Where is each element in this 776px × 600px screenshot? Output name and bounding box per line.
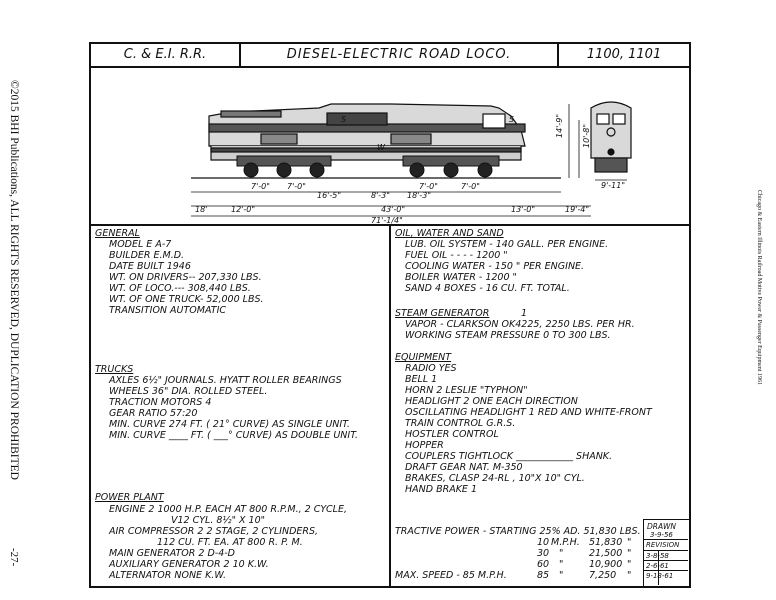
tractive-ditto: " bbox=[627, 559, 632, 570]
equipment-line: HOPPER bbox=[405, 440, 444, 451]
general-line: WT. OF LOCO.--- 308,440 LBS. bbox=[109, 283, 251, 294]
tractive-unit: M.P.H. bbox=[551, 537, 580, 548]
equipment-line: BELL 1 bbox=[405, 374, 438, 385]
tractive-speed: 30 bbox=[537, 548, 550, 559]
equipment-line: TRAIN CONTROL G.R.S. bbox=[405, 418, 516, 429]
revision-label: REVISION bbox=[646, 541, 680, 549]
tractive-speed: 60 bbox=[537, 559, 550, 570]
tractive-lbs: 10,900 bbox=[589, 559, 623, 570]
power-line: ALTERNATOR NONE K.W. bbox=[109, 570, 226, 581]
trucks-line: MIN. CURVE 274 FT. ( 21° CURVE) AS SINGLE UNIT. bbox=[109, 419, 350, 430]
oil-water-heading: OIL, WATER AND SAND bbox=[395, 228, 504, 239]
caption-text: Chicago & Eastern Illinois Railroad Motive Power & Passenger Equipment 1961 bbox=[756, 190, 762, 385]
dim-d13: 71'-1/4" bbox=[371, 216, 403, 224]
steam-count: 1 bbox=[521, 308, 528, 319]
power-line: AUXILIARY GENERATOR 2 10 K.W. bbox=[109, 559, 269, 570]
general-line: TRANSITION AUTOMATIC bbox=[109, 305, 227, 316]
label-s1: S bbox=[341, 115, 347, 124]
trucks-line: TRACTION MOTORS 4 bbox=[109, 397, 212, 408]
end-view bbox=[591, 102, 631, 172]
general-line: BUILDER E.M.D. bbox=[109, 250, 185, 261]
equipment-line: DRAFT GEAR NAT. M-350 bbox=[405, 462, 523, 473]
drawn-label: DRAWN bbox=[647, 522, 677, 531]
dim-d3: 16'-5" bbox=[317, 191, 342, 200]
diagram-title: DIESEL-ELECTRIC ROAD LOCO. bbox=[241, 44, 559, 66]
copyright-notice bbox=[6, 80, 20, 580]
revision-date: 2-6-61 bbox=[646, 562, 669, 570]
general-line: WT. ON DRIVERS-- 207,330 LBS. bbox=[109, 272, 262, 283]
oil-line: FUEL OIL - - - - 1200 " bbox=[405, 250, 508, 261]
power-line: 112 CU. FT. EA. AT 800 R. P. M. bbox=[157, 537, 303, 548]
equipment-line: HORN 2 LESLIE "TYPHON" bbox=[405, 385, 528, 396]
dim-h1: 14'-9" bbox=[555, 113, 564, 138]
power-plant-heading: POWER PLANT bbox=[95, 492, 164, 503]
tractive-lbs: 7,250 bbox=[589, 570, 617, 581]
equipment-line: RADIO YES bbox=[405, 363, 457, 374]
power-line: AIR COMPRESSOR 2 2 STAGE, 2 CYLINDERS, bbox=[109, 526, 319, 537]
revision-box bbox=[643, 519, 690, 587]
dim-d4: 8'-3" bbox=[371, 191, 390, 200]
locomotive-svg bbox=[91, 68, 689, 224]
equipment-line: COUPLERS TIGHTLOCK ____________ SHANK. bbox=[405, 451, 613, 462]
dim-d1: 7'-0" bbox=[251, 182, 270, 191]
tractive-speed: 10 bbox=[537, 537, 550, 548]
power-line: MAIN GENERATOR 2 D-4-D bbox=[109, 548, 236, 559]
steam-heading: STEAM GENERATOR bbox=[395, 308, 490, 319]
dim-d5: 18'-3" bbox=[407, 191, 432, 200]
steam-line: WORKING STEAM PRESSURE 0 TO 300 LBS. bbox=[405, 330, 611, 341]
revision-date: 3-8-58 bbox=[646, 552, 669, 560]
trucks-line: MIN. CURVE ____ FT. ( ___° CURVE) AS DOUBLE UNIT. bbox=[109, 430, 358, 441]
equipment-line: BRAKES, CLASP 24-RL , 10"X 10" CYL. bbox=[405, 473, 585, 484]
dim-d2: 7'-0" bbox=[287, 182, 306, 191]
tractive-unit: " bbox=[559, 570, 564, 581]
caption bbox=[752, 190, 764, 570]
trucks-line: AXLES 6½" JOURNALS. HYATT ROLLER BEARINGS bbox=[109, 375, 342, 386]
left-spec-column bbox=[91, 226, 391, 586]
dim-d10: 12'-0" bbox=[231, 205, 256, 214]
label-s2: S bbox=[509, 115, 515, 124]
tractive-unit: " bbox=[559, 548, 564, 559]
general-line: MODEL E A-7 bbox=[109, 239, 172, 250]
general-line: DATE BUILT 1946 bbox=[109, 261, 191, 272]
dim-h2: 10'-8" bbox=[582, 123, 591, 148]
power-line: ENGINE 2 1000 H.P. EACH AT 800 R.P.M., 2 CYCLE, bbox=[109, 504, 347, 515]
title-block bbox=[91, 44, 689, 68]
tractive-lbs: 21,500 bbox=[589, 548, 623, 559]
oil-line: LUB. OIL SYSTEM - 140 GALL. PER ENGINE. bbox=[405, 239, 609, 250]
equipment-line: OSCILLATING HEADLIGHT 1 RED AND WHITE-FRONT bbox=[405, 407, 652, 418]
tractive-lbs: 51,830 bbox=[589, 537, 623, 548]
revision-date: 9-18-61 bbox=[646, 572, 674, 580]
oil-line: BOILER WATER - 1200 " bbox=[405, 272, 517, 283]
dim-d11: 19'-4" bbox=[565, 205, 590, 214]
general-heading: GENERAL bbox=[95, 228, 140, 239]
dim-d12: 18' bbox=[195, 205, 208, 214]
trucks-heading: TRUCKS bbox=[95, 364, 134, 375]
dim-d6: 7'-0" bbox=[419, 182, 438, 191]
dim-d8: 43'-0" bbox=[381, 205, 406, 214]
locomotive-numbers: 1100, 1101 bbox=[586, 47, 662, 62]
label-w: W bbox=[377, 143, 385, 152]
oil-line: SAND 4 BOXES - 16 CU. FT. TOTAL. bbox=[405, 283, 570, 294]
dim-w1: 9'-11" bbox=[601, 181, 626, 190]
drawn-date: 3-9-56 bbox=[650, 531, 673, 539]
dim-d7: 7'-0" bbox=[461, 182, 480, 191]
tractive-ditto: " bbox=[627, 570, 632, 581]
locomotive-elevation-drawing bbox=[91, 68, 689, 226]
trucks-line: WHEELS 36" DIA. ROLLED STEEL. bbox=[109, 386, 268, 397]
power-line: V12 CYL. 8½" X 10" bbox=[171, 515, 266, 526]
tractive-heading: TRACTIVE POWER - STARTING 25% AD. 51,830 LBS. bbox=[395, 526, 641, 537]
copyright-text: ©2015 BHI Publications, ALL RIGHTS RESERVED, DUPLICATION PROHIBITED bbox=[8, 80, 20, 480]
tractive-speed: 85 bbox=[537, 570, 550, 581]
loco-body bbox=[209, 104, 525, 160]
equipment-line: HOSTLER CONTROL bbox=[405, 429, 499, 440]
page-number: -27- bbox=[8, 548, 20, 567]
locomotive-diagram-sheet bbox=[89, 42, 691, 588]
max-speed: MAX. SPEED - 85 M.P.H. bbox=[395, 570, 507, 581]
tractive-ditto: " bbox=[627, 537, 632, 548]
dim-d9: 13'-0" bbox=[511, 205, 536, 214]
trucks-line: GEAR RATIO 57:20 bbox=[109, 408, 198, 419]
oil-line: COOLING WATER - 150 " PER ENGINE. bbox=[405, 261, 585, 272]
tractive-unit: " bbox=[559, 559, 564, 570]
equipment-line: HEADLIGHT 2 ONE EACH DIRECTION bbox=[405, 396, 578, 407]
general-line: WT. OF ONE TRUCK- 52,000 LBS. bbox=[109, 294, 264, 305]
equipment-heading: EQUIPMENT bbox=[395, 352, 452, 363]
equipment-line: HAND BRAKE 1 bbox=[405, 484, 477, 495]
railroad-name: C. & E.I. R.R. bbox=[91, 44, 241, 66]
tractive-ditto: " bbox=[627, 548, 632, 559]
steam-line: VAPOR - CLARKSON OK4225, 2250 LBS. PER HR. bbox=[405, 319, 635, 330]
